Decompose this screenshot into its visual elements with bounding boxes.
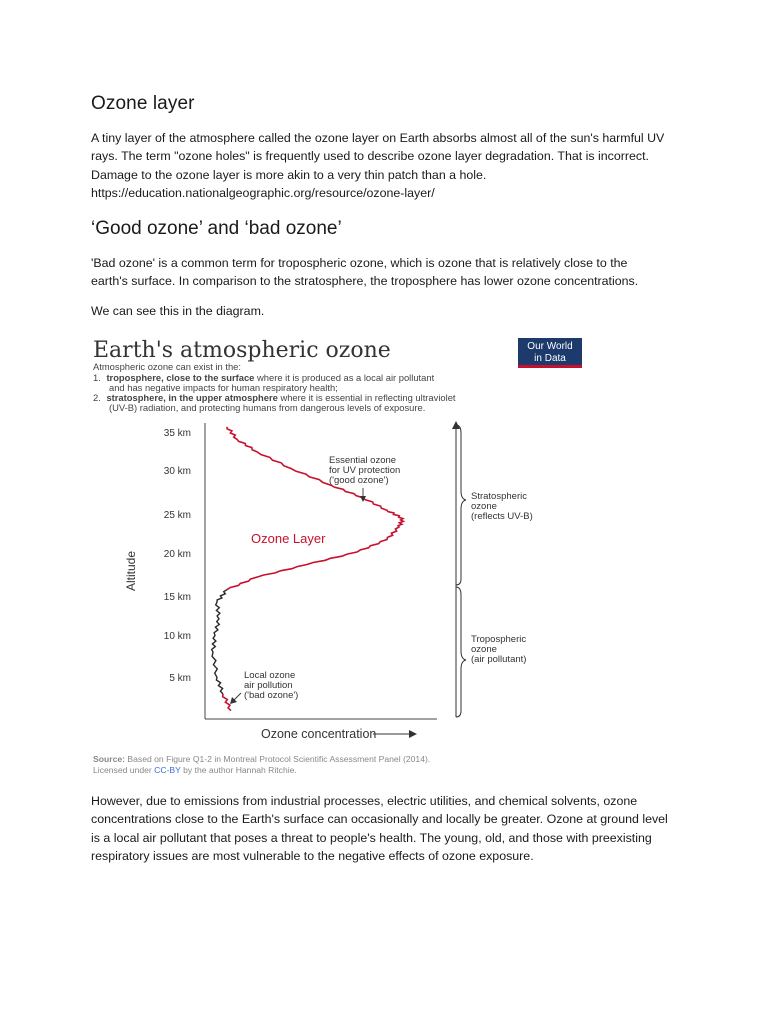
intro-line: rays. The term "ozone holes" is frequently used to describe ozone layer degradation. That is incorrect. [91, 149, 649, 164]
paragraph-line: concentrations close to the Earth's surface can occasionally and locally be greater. Ozone at ground level [91, 812, 668, 827]
paragraph-line: earth's surface. In comparison to the stratosphere, the troposphere has lower ozone concentrations. [91, 274, 639, 289]
y-tick-label: 5 km [169, 673, 191, 684]
diagram-license [93, 765, 297, 775]
diagram-svg [91, 333, 593, 778]
paragraph-line: However, due to emissions from industrial processes, electric utilities, and chemical solvents, ozone [91, 794, 638, 808]
item-2-number: 2. [93, 392, 101, 403]
license-suffix: by the author Hannah Ritchie. [180, 765, 297, 775]
section-heading: ‘Good ozone’ and ‘bad ozone’ [91, 218, 342, 239]
y-tick-label: 25 km [163, 510, 191, 521]
ozone-diagram [91, 333, 593, 778]
item-2-bold: stratosphere, in the upper atmosphere [106, 392, 278, 403]
paragraph-line: We can see this in the diagram. [91, 304, 265, 318]
closing-paragraph [91, 792, 691, 865]
good-ozone-label-line: Essential ozone [329, 455, 397, 466]
ozone-layer-label: Ozone Layer [251, 531, 326, 546]
paragraph-line: is a local air pollutant that poses a threat to people's health. The young, old, and those with preexisting [91, 830, 652, 845]
bad-ozone-label-line: ('bad ozone') [244, 690, 299, 701]
paragraph-line: respiratory issues are most vulnerable to the negative effects of ozone exposure. [91, 848, 534, 863]
strat-label-line: ozone [471, 501, 497, 512]
diagram-item-2-line2: (UV-B) radiation, and protecting humans from dangerous levels of exposure. [109, 402, 426, 413]
bad-ozone-label-line: air pollution [244, 680, 293, 691]
diagram-title: Earth's atmospheric ozone [93, 338, 391, 363]
diagram-source [93, 754, 430, 764]
source-prefix: Source: [93, 754, 125, 764]
diagram-intro [91, 302, 691, 320]
license-prefix: Licensed under [93, 765, 155, 775]
source-text: Based on Figure Q1-2 in Montreal Protocol Scientific Assessment Panel (2014). [125, 754, 431, 764]
good-ozone-label-line: for UV protection [329, 465, 401, 476]
item-2-rest: where it is essential in reflecting ultraviolet [277, 392, 456, 403]
y-tick-label: 20 km [163, 549, 191, 560]
paragraph-line: 'Bad ozone' is a common term for tropospheric ozone, which is ozone that is relatively close to the [91, 256, 628, 270]
diagram-intro-text: Atmospheric ozone can exist in the: [93, 361, 241, 372]
intro-paragraph [91, 129, 691, 202]
page-title: Ozone layer [91, 93, 195, 114]
item-1-bold: troposphere, close to the surface [106, 372, 255, 383]
trop-label-line: (air pollutant) [471, 654, 527, 665]
owid-logo-line1: Our World [527, 341, 573, 352]
strat-label-line: Stratospheric [471, 491, 527, 502]
intro-line: Damage to the ozone layer is more akin to a very thin patch than a hole. [91, 167, 487, 182]
intro-line: A tiny layer of the atmosphere called the ozone layer on Earth absorbs almost all of the sun's harmful UV [91, 131, 665, 145]
diagram-item-1-line2: and has negative impacts for human respiratory health; [109, 382, 338, 393]
bad-ozone-label-line: Local ozone [244, 670, 296, 681]
item-1-number: 1. [93, 372, 101, 383]
owid-logo [518, 338, 582, 368]
source-url[interactable]: https://education.nationalgeographic.org/resource/ozone-layer/ [91, 185, 435, 200]
trop-label-line: ozone [471, 644, 497, 655]
y-tick-label: 15 km [163, 592, 191, 603]
trop-label-line: Tropospheric [471, 634, 527, 645]
y-tick-label: 30 km [163, 466, 191, 477]
good-ozone-label-line: ('good ozone') [329, 475, 389, 486]
strat-label-line: (reflects UV-B) [471, 511, 533, 522]
y-axis-title: Altitude [124, 550, 138, 592]
x-axis-title: Ozone concentration [261, 727, 377, 741]
owid-logo-line2: in Data [534, 353, 566, 364]
license-link[interactable]: CC-BY [154, 765, 181, 775]
item-1-rest: where it is produced as a local air pollutant [254, 372, 435, 383]
bad-ozone-paragraph [91, 254, 691, 291]
y-tick-label: 35 km [163, 428, 191, 439]
y-tick-label: 10 km [163, 631, 191, 642]
owid-logo-underline [518, 365, 582, 368]
